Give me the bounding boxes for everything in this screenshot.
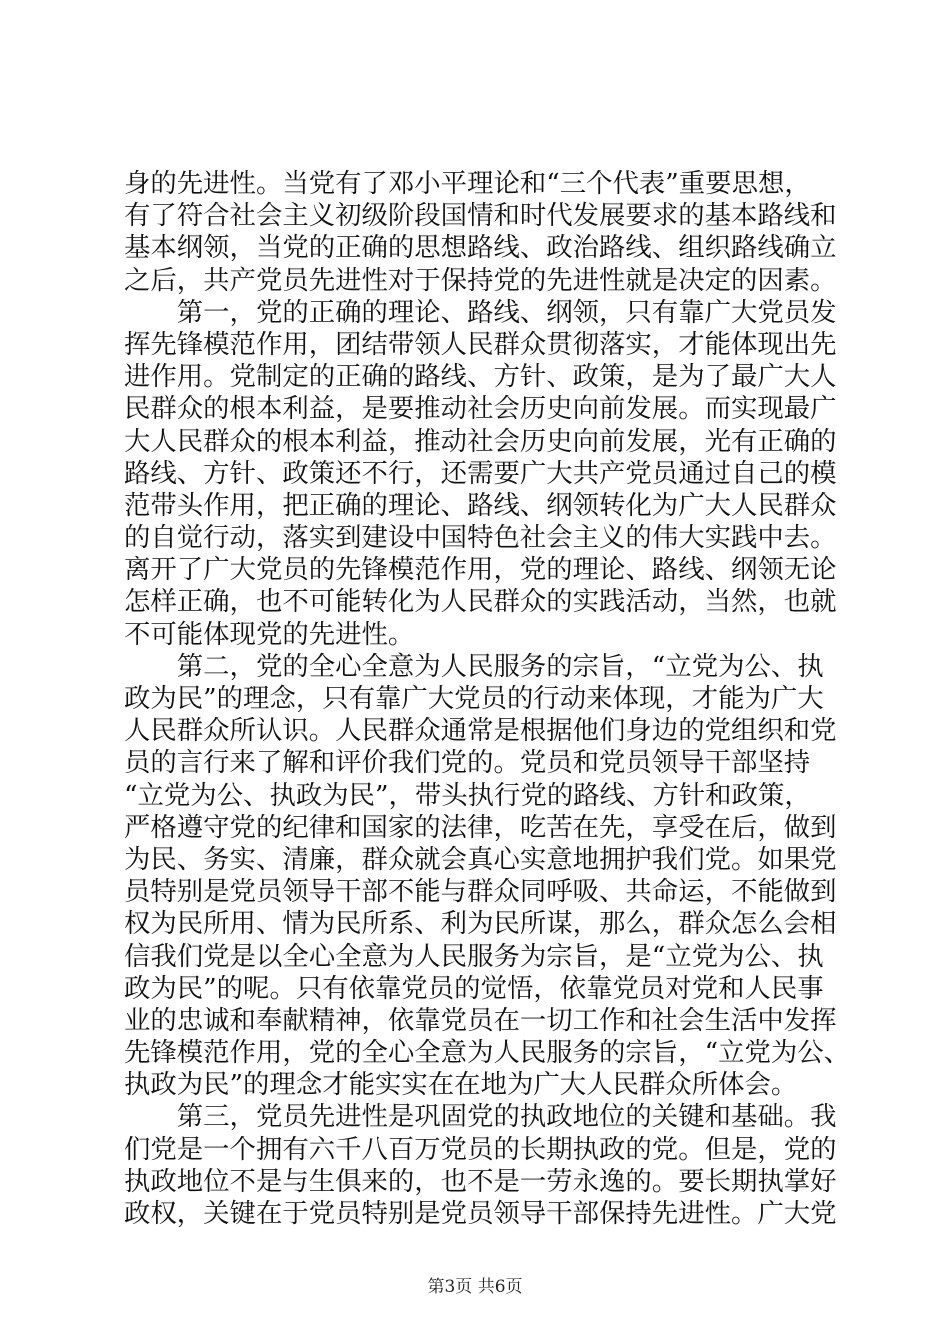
text-line: 第一，党的正确的理论、路线、纲领，只有靠广大党员发 (124, 296, 837, 328)
text-line: 严格遵守党的纪律和国家的法律，吃苦在先，享受在后，做到 (124, 811, 837, 843)
text-line: 权为民所用、情为民所系、利为民所谋，那么，群众怎么会相 (124, 908, 837, 940)
text-line: 挥先锋模范作用，团结带领人民群众贯彻落实，才能体现出先 (124, 328, 837, 360)
text-line: 执政地位不是与生俱来的，也不是一劳永逸的。要长期执掌好 (124, 1165, 837, 1197)
text-line: 员特别是党员领导干部不能与群众同呼吸、共命运，不能做到 (124, 876, 837, 908)
text-line: 的自觉行动，落实到建设中国特色社会主义的伟大实践中去。 (124, 522, 837, 554)
page-footer: 第3页 共6页 (427, 1277, 523, 1297)
text-line: 不可能体现党的先进性。 (124, 618, 415, 650)
text-line: 离开了广大党员的先锋模范作用，党的理论、路线、纲领无论 (124, 554, 837, 586)
text-line: 员的言行来了解和评价我们党的。党员和党员领导干部坚持 (124, 747, 811, 779)
text-line: 信我们党是以全心全意为人民服务为宗旨，是“立党为公、执 (124, 940, 824, 972)
text-line: 基本纲领，当党的正确的思想路线、政治路线、组织路线确立 (124, 232, 837, 264)
text-line: 有了符合社会主义初级阶段国情和时代发展要求的基本路线和 (124, 200, 837, 232)
text-line: 们党是一个拥有六千八百万党员的长期执政的党。但是，党的 (124, 1133, 837, 1165)
text-line: 身的先进性。当党有了邓小平理论和“三个代表”重要思想， (124, 168, 811, 199)
text-line: 之后，共产党员先进性对于保持党的先进性就是决定的因素。 (124, 264, 837, 296)
text-line: 政为民”的理念，只有靠广大党员的行动来体现，才能为广大 (124, 683, 824, 714)
body-text (124, 168, 851, 1230)
text-line: 民群众的根本利益，是要推动社会历史向前发展。而实现最广 (124, 393, 837, 425)
text-line: 怎样正确，也不可能转化为人民群众的实践活动，当然，也就 (124, 586, 837, 618)
text-line: 范带头作用，把正确的理论、路线、纲领转化为广大人民群众 (124, 489, 837, 521)
text-line: 路线、方针、政策还不行，还需要广大共产党员通过自己的模 (124, 457, 837, 489)
text-line: 业的忠诚和奉献精神，依靠党员在一切工作和社会生活中发挥 (124, 1004, 837, 1036)
text-line: 进作用。党制定的正确的路线、方针、政策，是为了最广大人 (124, 361, 837, 393)
text-line: 人民群众所认识。人民群众通常是根据他们身边的党组织和党 (124, 715, 837, 747)
text-line: 政为民”的呢。只有依靠党员的觉悟，依靠党员对党和人民事 (124, 972, 824, 1004)
text-line: 执政为民”的理念才能实实在在地为广大人民群众所体会。 (124, 1069, 798, 1101)
text-line: 先锋模范作用，党的全心全意为人民服务的宗旨，“立党为公、 (124, 1037, 851, 1069)
text-line: 为民、务实、清廉，群众就会真心实意地拥护我们党。如果党 (124, 843, 837, 875)
text-line: 大人民群众的根本利益，推动社会历史向前发展，光有正确的 (124, 425, 837, 457)
text-line: “立党为公、执政为民”，带头执行党的路线、方针和政策， (124, 779, 811, 811)
text-line: 政权，关键在于党员特别是党员领导干部保持先进性。广大党 (124, 1198, 837, 1229)
text-line: 第二，党的全心全意为人民服务的宗旨，“立党为公、执 (124, 650, 824, 682)
text-line: 第三，党员先进性是巩固党的执政地位的关键和基础。我 (124, 1101, 837, 1133)
